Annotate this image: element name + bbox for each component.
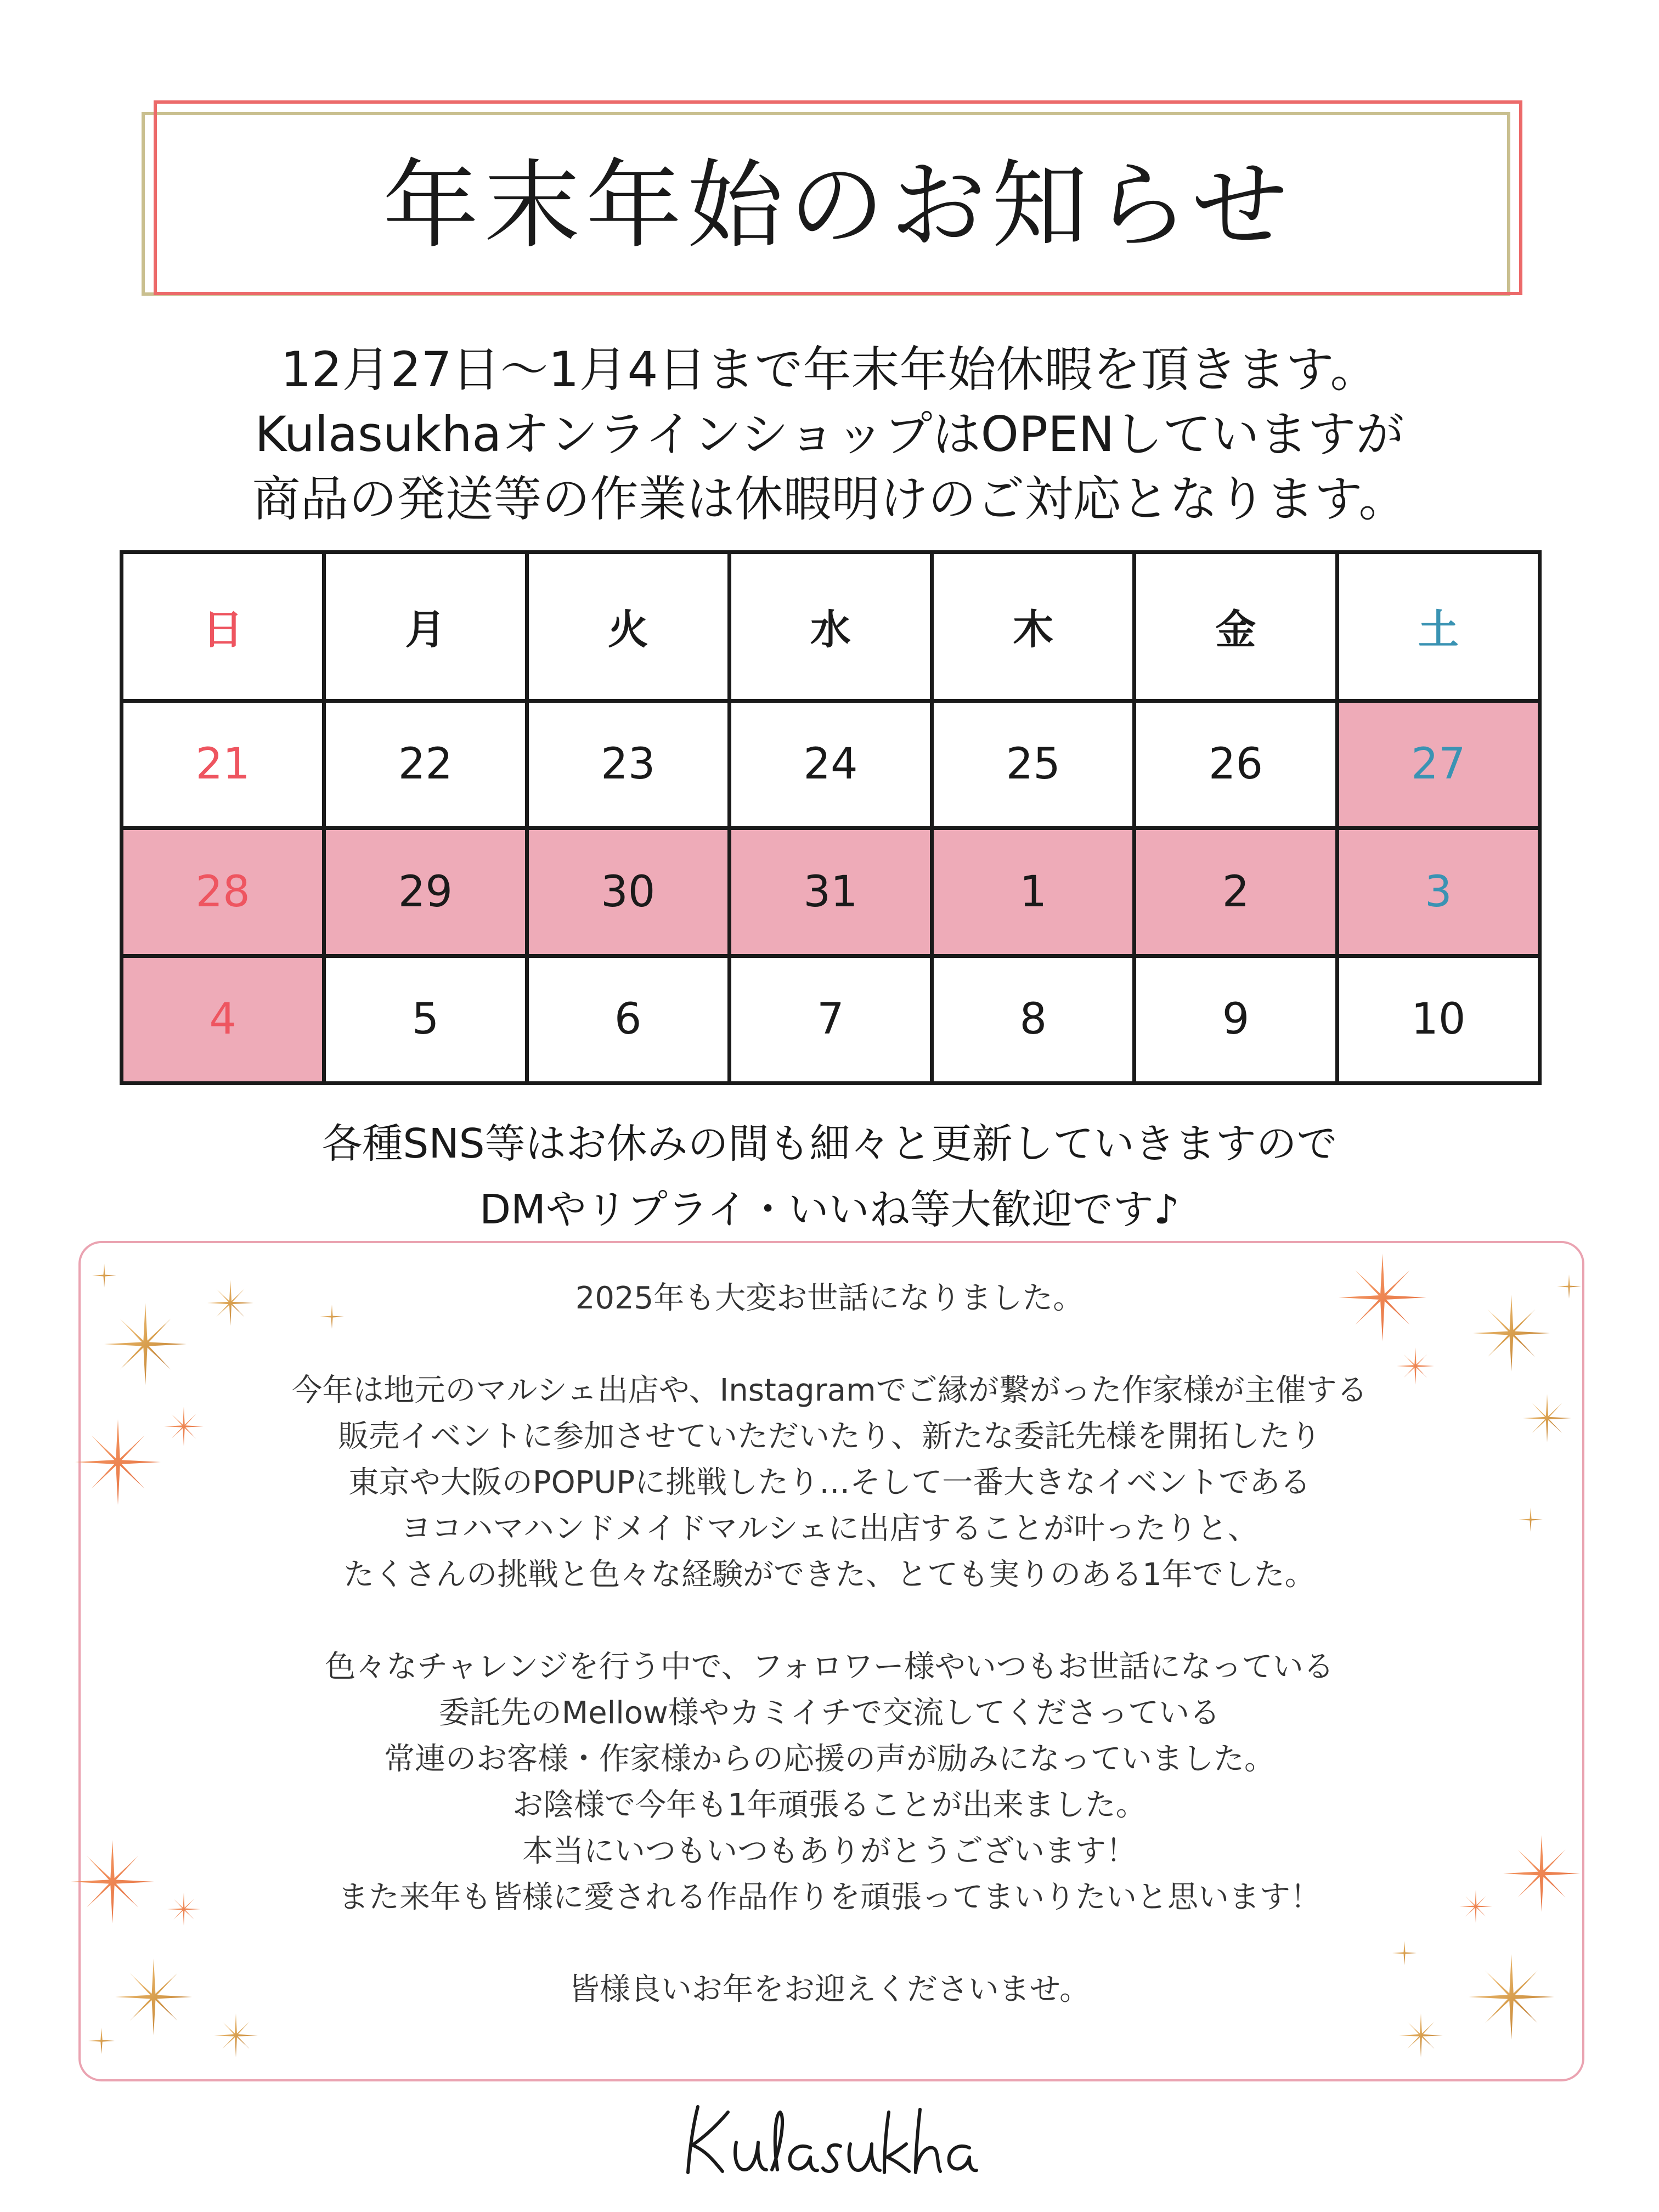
message-line [0,1598,1659,1644]
calendar-day: 21 [122,701,324,828]
calendar-day: 23 [527,701,729,828]
message-line: 委託先のMellow様やカミイチで交流してくださっている [438,1695,1221,1731]
brand-logo [0,2096,1659,2186]
message-line [0,1322,1659,1368]
calendar-day: 7 [729,956,932,1083]
calendar-day: 26 [1135,701,1337,828]
message-line: たくさんの挑戦と色々な経験ができた、とても実りのある1年でした。 [343,1557,1316,1593]
calendar-week-row [122,956,1540,1083]
message-line: 色々なチャレンジを行う中で、フォロワー様やいつもお世話になっている [325,1649,1334,1685]
message-line: 皆様良いお年をお迎えくださいませ。 [568,1972,1091,2007]
message-line: 常連のお客様・作家様からの応援の声が励みになっていました。 [384,1741,1275,1777]
calendar-day: 5 [324,956,527,1083]
calendar-week-row [122,701,1540,828]
sns-note [0,1111,1659,1243]
holiday-calendar [120,550,1542,1085]
weekday-fri: 金 [1135,552,1337,701]
sns-line: DMやリプライ・いいね等大歓迎です♪ [479,1186,1180,1233]
weekday-sat: 土 [1337,552,1539,701]
message-line [0,1921,1659,1967]
intro-line: KulasukhaオンラインショップはOPENしていますが [255,406,1404,462]
intro-text [0,337,1659,532]
page-title: 年末年始のお知らせ [382,150,1294,262]
calendar-day: 28 [122,828,324,956]
weekday-wed: 水 [729,552,932,701]
message-line: 2025年も大変お世話になりました。 [575,1280,1084,1316]
message-text [0,1276,1659,2013]
weekday-tue: 火 [527,552,729,701]
calendar-week-row [122,828,1540,956]
calendar-day: 27 [1337,701,1539,828]
intro-line: 12月27日〜1月4日まで年末年始休暇を頂きます。 [280,341,1379,398]
calendar-day: 10 [1337,956,1539,1083]
calendar-day: 8 [932,956,1135,1083]
calendar-day: 25 [932,701,1135,828]
calendar-day: 22 [324,701,527,828]
calendar-day: 1 [932,828,1135,956]
calendar-weekday-row [122,552,1540,701]
message-line: お陰様で今年も1年頑張ることが出来ました。 [512,1787,1147,1823]
message-line: ヨコハマハンドメイドマルシェに出店することが叶ったりと、 [400,1511,1259,1547]
message-line: 本当にいつもいつもありがとうございます！ [522,1833,1137,1869]
calendar-day: 29 [324,828,527,956]
calendar-day: 31 [729,828,932,956]
calendar-day: 2 [1135,828,1337,956]
kulasukha-logo [676,2096,983,2183]
calendar-day: 30 [527,828,729,956]
title-frame-red [154,100,1522,295]
message-line: 今年は地元のマルシェ出店や、Instagramでご縁が繋がった作家様が主催する [291,1373,1368,1408]
sns-line: 各種SNS等はお休みの間も細々と更新していきますので [321,1120,1338,1167]
calendar-day: 4 [122,956,324,1083]
calendar-day: 3 [1337,828,1539,956]
message-line: 東京や大阪のPOPUPに挑戦したり…そして一番大きなイベントである [348,1465,1311,1500]
weekday-thu: 木 [932,552,1135,701]
intro-line: 商品の発送等の作業は休暇明けのご対応となります。 [252,471,1407,527]
calendar-day: 6 [527,956,729,1083]
calendar-day: 9 [1135,956,1337,1083]
message-line: 販売イベントに参加させていただいたり、新たな委託先様を開拓したり [338,1419,1321,1454]
calendar-day: 24 [729,701,932,828]
message-line: また来年も皆様に愛される作品作りを頑張ってまいりたいと思います！ [338,1880,1321,1915]
weekday-mon: 月 [324,552,527,701]
weekday-sun: 日 [122,552,324,701]
